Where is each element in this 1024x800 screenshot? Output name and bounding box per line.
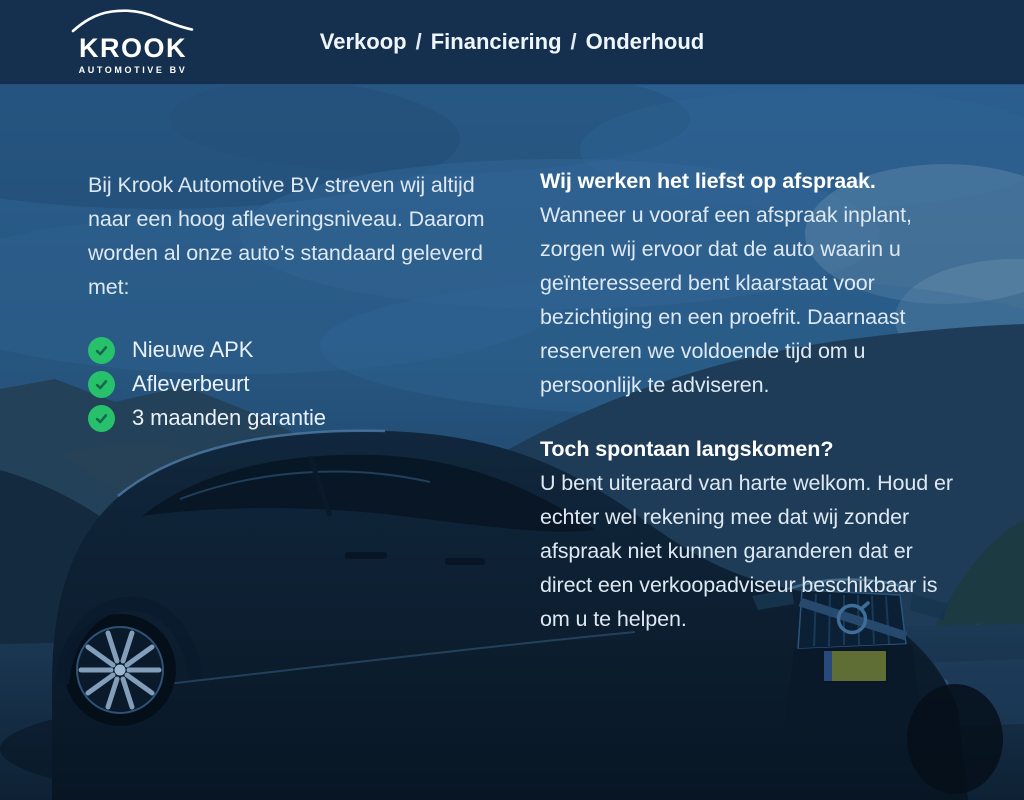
- appointment-text: Wanneer u vooraf een afspraak inplant, zorgen wij ervoor dat de auto waarin u geïnteresseerd bent klaarstaat voor bezichtiging en een proefrit. Daarnaast reserveren we voldoende tijd om u persoonlijk te adviseren.: [540, 203, 912, 397]
- header: [0, 0, 1024, 85]
- nav-separator: /: [570, 29, 577, 54]
- nav-item-verkoop[interactable]: Verkoop: [319, 29, 407, 54]
- intro-paragraph: Bij Krook Automotive BV streven wij altijd naar een hoog afleveringsniveau. Daarom worden al onze auto’s standaard geleverd met:: [88, 173, 485, 299]
- brand-subtitle: AUTOMOTIVE BV: [78, 65, 188, 76]
- check-circle-icon: [88, 371, 115, 398]
- features-list: [88, 333, 502, 435]
- feature-item: [88, 367, 502, 401]
- header-nav: [0, 0, 1024, 84]
- check-circle-icon: [88, 405, 115, 432]
- hero-content: [0, 84, 1024, 800]
- feature-item: [88, 333, 502, 367]
- walkin-heading: Toch spontaan langskomen?: [540, 437, 834, 461]
- check-circle-icon: [88, 337, 115, 364]
- nav-item-financiering[interactable]: Financiering: [430, 29, 562, 54]
- info-column: [540, 164, 960, 636]
- nav-separator: /: [415, 29, 422, 54]
- walkin-text: U bent uiteraard van harte welkom. Houd er echter wel rekening mee dat wij zonder afspraak niet kunnen garanderen dat er direct een verkoopadviseur beschikbaar is om u te helpen.: [540, 471, 953, 631]
- intro-column: [88, 168, 502, 435]
- feature-item: [88, 401, 502, 435]
- feature-label: Nieuwe APK: [132, 337, 254, 362]
- feature-label: 3 maanden garantie: [132, 405, 326, 430]
- hero-section: [0, 84, 1024, 800]
- nav-item-onderhoud[interactable]: Onderhoud: [585, 29, 705, 54]
- appointment-heading: Wij werken het liefst op afspraak.: [540, 169, 876, 193]
- brand-name: KROOK: [79, 33, 187, 63]
- feature-label: Afleverbeurt: [132, 371, 250, 396]
